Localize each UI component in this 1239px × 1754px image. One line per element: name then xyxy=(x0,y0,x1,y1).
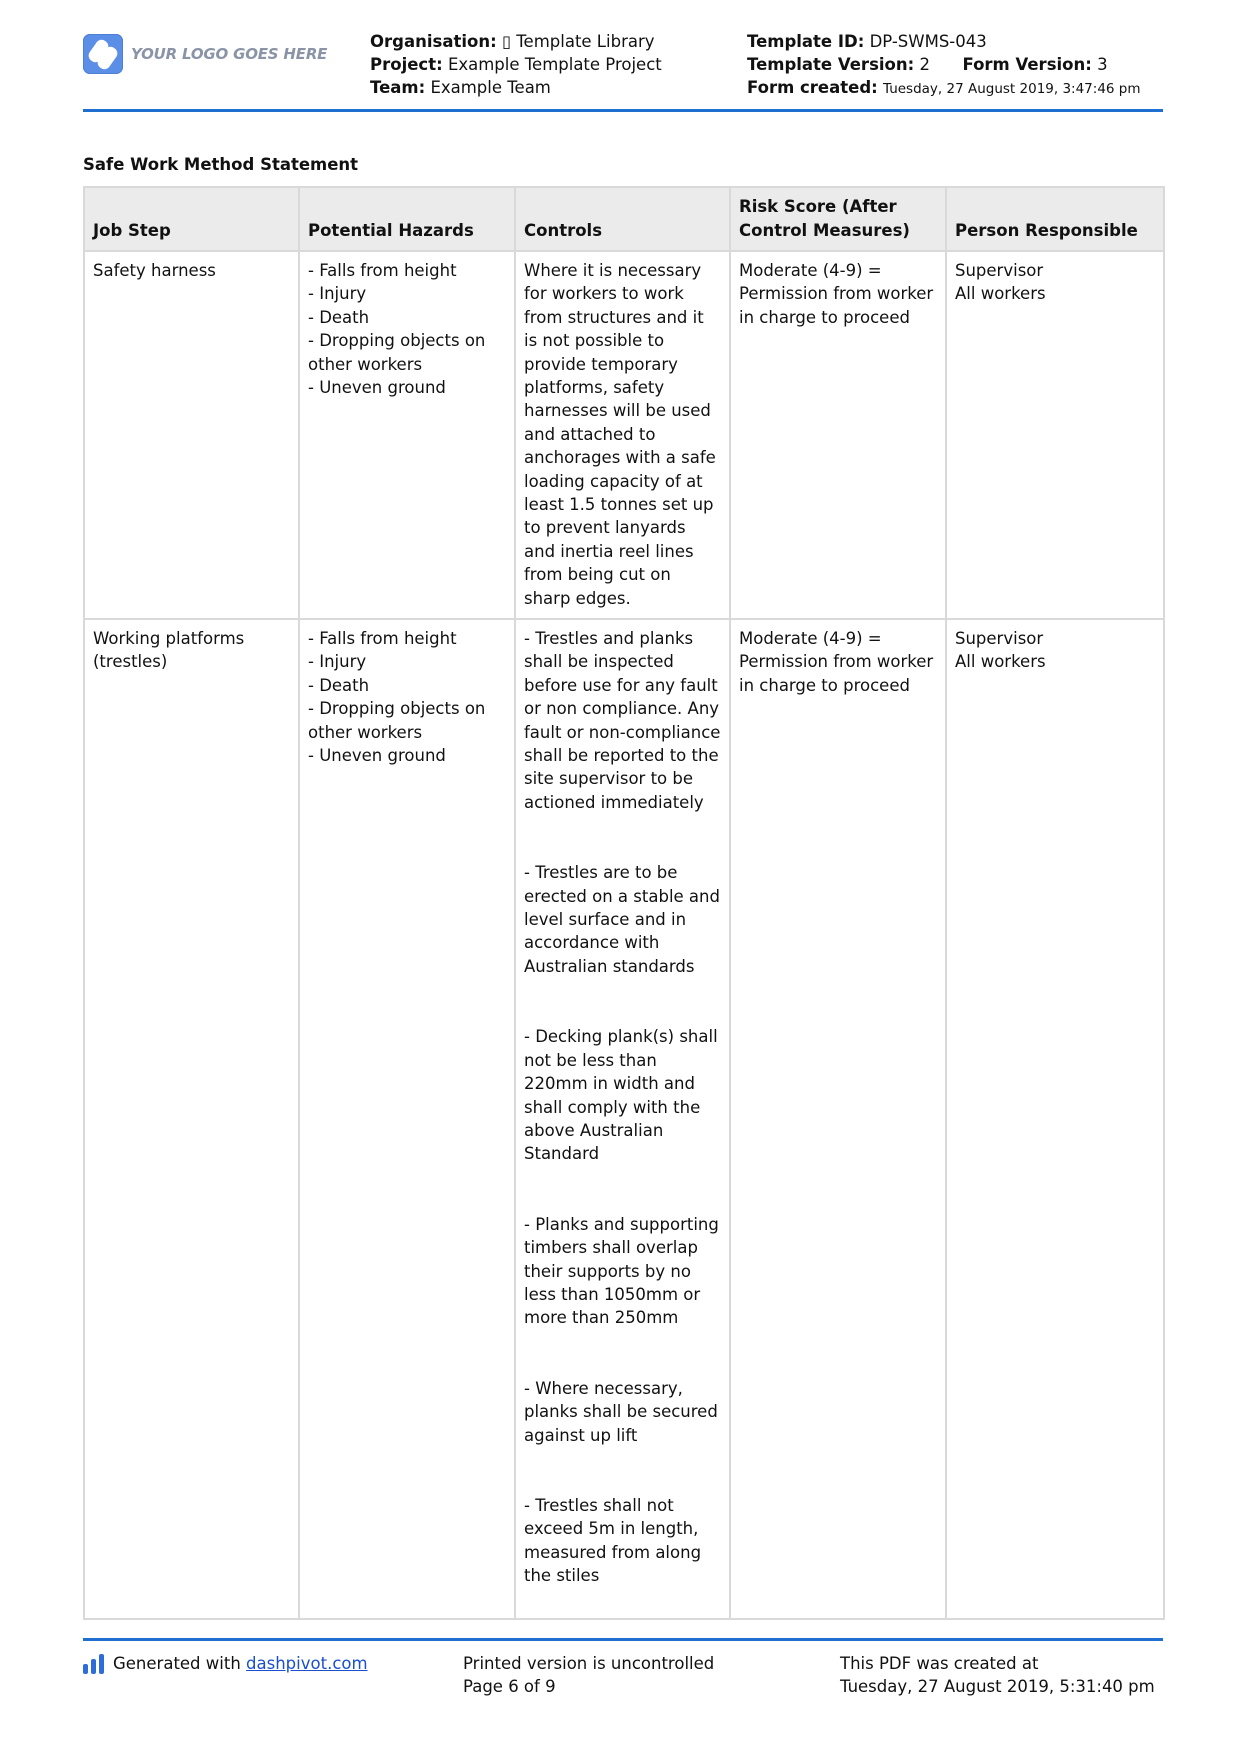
footer-divider xyxy=(83,1638,1163,1641)
project-line xyxy=(370,53,662,76)
template-version-label: Template Version: xyxy=(747,55,915,74)
header-template-info xyxy=(747,30,1141,101)
team-label: Team: xyxy=(370,78,426,97)
print-notice xyxy=(463,1653,714,1698)
control-item: - Trestles shall not exceed 5m in length, measured from along the stiles xyxy=(524,1495,702,1586)
project-value: Example Template Project xyxy=(447,55,662,74)
swms-table xyxy=(83,186,1165,1620)
pdf-created-info xyxy=(840,1653,1160,1698)
job-step-cell: Safety harness xyxy=(84,251,299,619)
table-row xyxy=(84,619,1164,1619)
control-item: - Planks and supporting timbers shall overlap their supports by no less than 1050mm or more than 250mm xyxy=(524,1214,719,1328)
header-divider xyxy=(83,109,1163,112)
uncontrolled-notice: Printed version is uncontrolled xyxy=(463,1654,715,1673)
company-logo xyxy=(83,34,327,74)
table-row xyxy=(84,251,1164,619)
section-title: Safe Work Method Statement xyxy=(83,155,359,174)
version-line xyxy=(747,53,1141,76)
hazards-cell: - Falls from height - Injury - Death - Dropping objects on other workers - Uneven ground xyxy=(299,619,515,1619)
page-header xyxy=(83,30,1163,110)
hazards-cell: - Falls from height - Injury - Death - Dropping objects on other workers - Uneven ground xyxy=(299,251,515,619)
form-created-label: Form created: xyxy=(747,78,878,97)
pdf-created-label: This PDF was created at xyxy=(840,1654,1039,1673)
generated-with xyxy=(83,1653,368,1676)
control-item: - Trestles are to be erected on a stable and level surface and in accordance with Australian standards xyxy=(524,863,720,976)
control-item: - Where necessary, planks shall be secured against up lift xyxy=(524,1378,718,1445)
organisation-line xyxy=(370,30,662,53)
dashpivot-bars-icon xyxy=(83,1654,104,1674)
template-id-label: Template ID: xyxy=(747,32,865,51)
form-created-value: Tuesday, 27 August 2019, 3:47:46 pm xyxy=(883,81,1141,97)
logo-text: YOUR LOGO GOES HERE xyxy=(131,45,328,63)
control-item: - Decking plank(s) shall not be less than 220mm in width and shall comply with the above Australian Standard xyxy=(524,1027,718,1164)
person-responsible-cell: Supervisor All workers xyxy=(946,251,1164,619)
template-version-value: 2 xyxy=(919,55,930,74)
column-header-risk-score: Risk Score (After Control Measures) xyxy=(730,187,946,251)
page-number: Page 6 of 9 xyxy=(463,1676,556,1696)
table-header-row xyxy=(84,187,1164,251)
column-header-controls: Controls xyxy=(515,187,730,251)
organisation-label: Organisation: xyxy=(370,32,497,51)
team-line xyxy=(370,76,662,99)
column-header-potential-hazards: Potential Hazards xyxy=(299,187,515,251)
pdf-created-date: Tuesday, 27 August 2019, 5:31:40 pm xyxy=(840,1676,1155,1696)
template-id-value: DP-SWMS-043 xyxy=(869,32,987,51)
organisation-value: ▯ Template Library xyxy=(501,32,655,51)
controls-cell xyxy=(515,251,730,619)
generated-prefix: Generated with xyxy=(113,1654,241,1673)
form-version-value: 3 xyxy=(1097,55,1108,74)
control-item: - Trestles and planks shall be inspected before use for any fault or non compliance. Any fault or non-compliance shall be reported to the site supervisor to be actioned immediately xyxy=(524,629,721,812)
dashpivot-link[interactable]: dashpivot.com xyxy=(246,1654,368,1673)
risk-score-cell: Moderate (4-9) = Permission from worker in charge to proceed xyxy=(730,619,946,1619)
form-version-label: Form Version: xyxy=(962,55,1092,74)
controls-cell xyxy=(515,619,730,1619)
header-org-info xyxy=(370,30,662,99)
form-created-line xyxy=(747,76,1141,101)
logo-icon xyxy=(83,34,123,74)
project-label: Project: xyxy=(370,55,443,74)
column-header-job-step: Job Step xyxy=(84,187,299,251)
team-value: Example Team xyxy=(430,78,551,97)
job-step-cell: Working platforms (trestles) xyxy=(84,619,299,1619)
control-item: Where it is necessary for workers to work from structures and it is not possible to provide temporary platforms, safety harnesses will be used and attached to anchorages with a safe loading capacity of at least 1.5 tonnes set up to prevent lanyards and inertia reel lines from being cut on sharp edges. xyxy=(524,261,716,608)
column-header-person-responsible: Person Responsible xyxy=(946,187,1164,251)
template-id-line xyxy=(747,30,1141,53)
risk-score-cell: Moderate (4-9) = Permission from worker in charge to proceed xyxy=(730,251,946,619)
person-responsible-cell: Supervisor All workers xyxy=(946,619,1164,1619)
